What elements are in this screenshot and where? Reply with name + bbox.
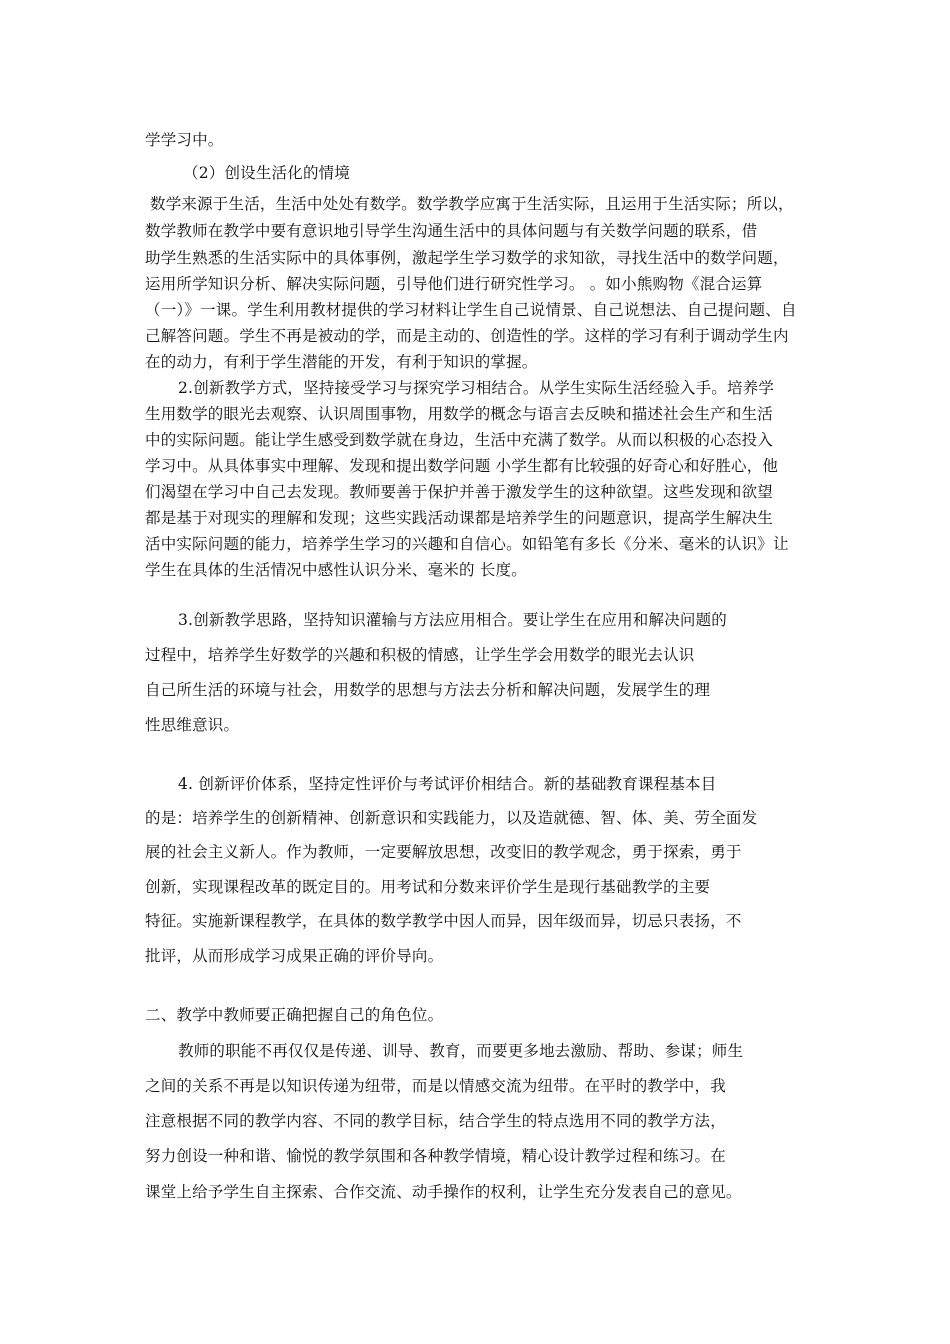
text-line: 的是：培养学生的创新精神、创新意识和实践能力，以及造就德、智、体、美、劳全面发 xyxy=(145,809,758,827)
text-line: 努力创设一种和谐、愉悦的教学氛围和各种教学情境，精心设计教学过程和练习。在 xyxy=(145,1147,726,1165)
text-line: 课堂上给予学生自主探索、合作交流、动手操作的权利，让学生充分发表自己的意见。 xyxy=(145,1183,742,1201)
text-line: 中的实际问题。能让学生感受到数学就在身边，生活中充满了数学。从而以积极的心态投入 xyxy=(145,431,774,449)
text-line: 助学生熟悉的生活实际中的具体事例，激起学生学习数学的求知欲，寻找生活中的数学问题， xyxy=(145,249,789,267)
text-line: 批评，从而形成学习成果正确的评价导向。 xyxy=(145,947,444,965)
text-line: 过程中，培养学生好数学的兴趣和积极的情感，让学生学会用数学的眼光去认识 xyxy=(145,646,695,664)
text-line: 性思维意识。 xyxy=(145,716,240,734)
text-line: 数学教师在教学中要有意识地引导学生沟通生活中的具体问题与有关数学问题的联系，借 xyxy=(145,222,758,240)
paragraph-heading: 2.创新教学方式，坚持接受学习与探究学习相结合。从学生实际生活经验入手。培养学 xyxy=(178,379,775,397)
text-line: 己解答问题。学生不再是被动的学，而是主动的、创造性的学。这样的学习有利于调动学生内 xyxy=(145,327,789,345)
section-heading: （2）创设生活化的情境 xyxy=(183,164,351,182)
text-line: 们渴望在学习中自己去发现。教师要善于保护并善于激发学生的这种欲望。这些发现和欲望 xyxy=(145,483,774,501)
text-line: 学生在具体的生活情况中感性认识分米、毫米的 长度。 xyxy=(145,561,527,579)
text-line: 在的动力，有利于学生潜能的开发，有利于知识的掌握。 xyxy=(145,353,538,371)
text-line: 之间的关系不再是以知识传递为纽带，而是以情感交流为纽带。在平时的教学中，我 xyxy=(145,1077,726,1095)
text-line: 运用所学知识分析、解决实际问题，引导他们进行研究性学习。 。如小熊购物《混合运算 xyxy=(145,275,763,293)
text-line: 特征。实施新课程教学，在具体的数学教学中因人而异，因年级而异，切忌只表扬，不 xyxy=(145,912,742,930)
text-line: 注意根据不同的教学内容、不同的教学目标，结合学生的特点选用不同的教学方法， xyxy=(145,1112,726,1130)
text-line: 学习中。从具体事实中理解、发现和提出数学问题 小学生都有比较强的好奇心和好胜心，他 xyxy=(145,457,779,475)
text-line: 学学习中。 xyxy=(145,131,224,149)
text-line: 活中实际问题的能力，培养学生学习的兴趣和自信心。如铅笔有多长《分米、毫米的认识》让 xyxy=(145,535,789,553)
section-heading: 二、教学中教师要正确把握自己的角色位。 xyxy=(145,1006,444,1024)
text-line: 展的社会主义新人。作为教师，一定要解放思想，改变旧的教学观念，勇于探索，勇于 xyxy=(145,843,742,861)
text-line: （一）》一课。学生利用教材提供的学习材料让学生自己说情景、自己说想法、自己提问题、自 xyxy=(145,301,797,319)
text-line: 自己所生活的环境与社会，用数学的思想与方法去分析和解决问题，发展学生的理 xyxy=(145,681,711,699)
paragraph-heading: 4. 创新评价体系，坚持定性评价与考试评价相结合。新的基础教育课程基本目 xyxy=(178,775,717,793)
text-line: 生用数学的眼光去观察、认识周围事物，用数学的概念与语言去反映和描述社会生产和生活 xyxy=(145,405,774,423)
paragraph-heading: 3.创新教学思路，坚持知识灌输与方法应用相合。要让学生在应用和解决问题的 xyxy=(178,611,727,629)
text-line: 都是基于对现实的理解和发现；这些实践活动课都是培养学生的问题意识，提高学生解决生 xyxy=(145,509,774,527)
text-line: 数学来源于生活，生活中处处有数学。数学教学应寓于生活实际，且运用于生活实际；所以， xyxy=(150,195,794,213)
text-line: 创新，实现课程改革的既定目的。用考试和分数来评价学生是现行基础教学的主要 xyxy=(145,878,711,896)
text-line: 教师的职能不再仅仅是传递、训导、教育，而要更多地去激励、帮助、参谋；师生 xyxy=(178,1042,744,1060)
